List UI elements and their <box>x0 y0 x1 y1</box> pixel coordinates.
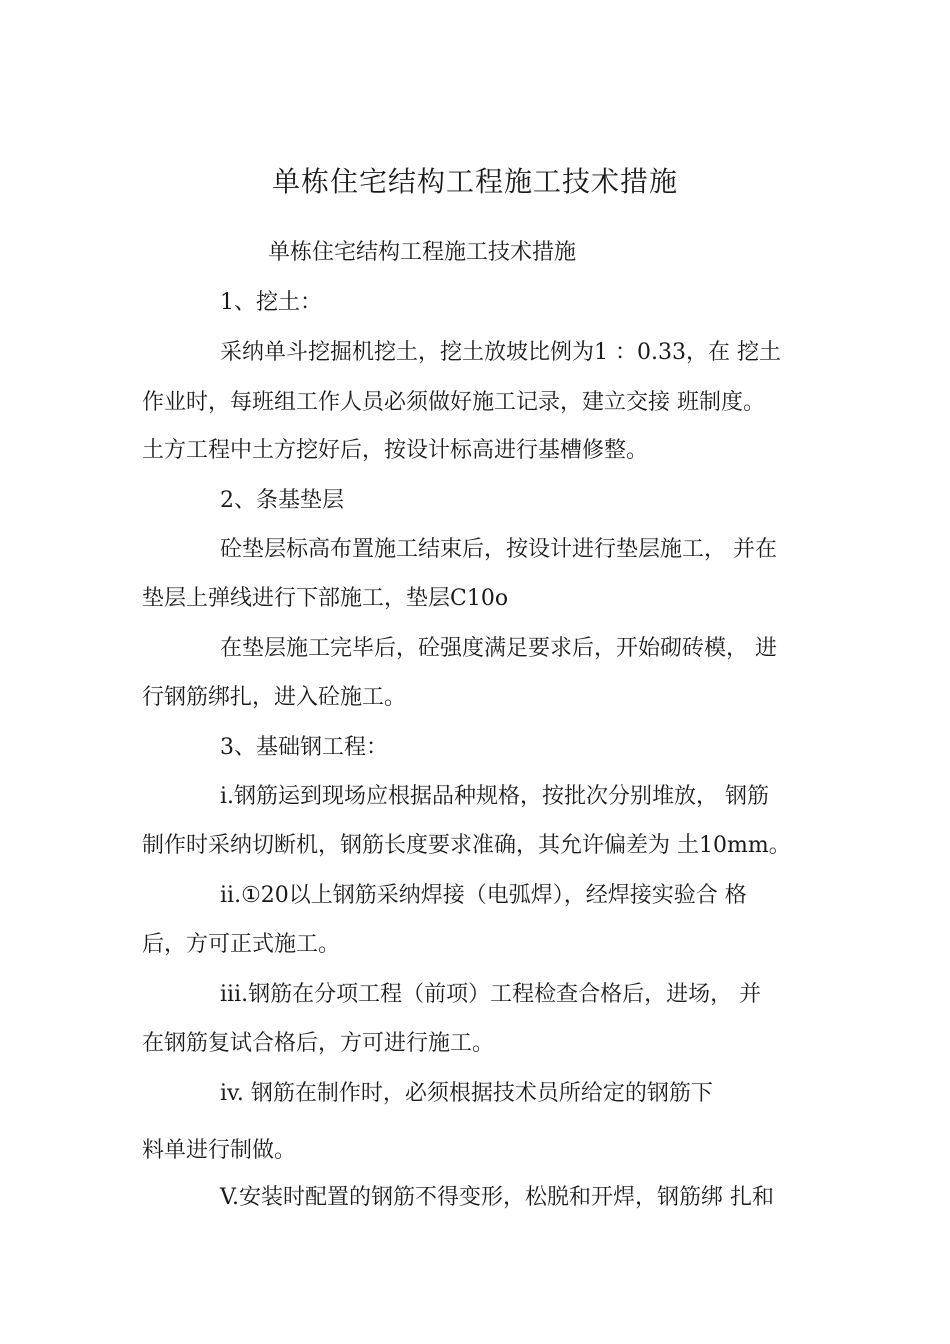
section-heading-excavation: 1、挖土： <box>220 290 322 315</box>
paragraph-line: 垫层上弹线进行下部施工，垫层C10o <box>142 586 509 611</box>
paragraph-line: 行钢筋绑扎，进入砼施工。 <box>142 685 407 710</box>
paragraph-line: 制作时采纳切断机，钢筋长度要求准确，其允许偏差为 土10mm。 <box>142 833 791 858</box>
paragraph-line: V.安装时配置的钢筋不得变形，松脱和开焊，钢筋绑 扎和 <box>220 1185 775 1210</box>
document-title: 单栋住宅结构工程施工技术措施 <box>271 165 678 198</box>
paragraph-line: 在钢筋复试合格后，方可进行施工。 <box>142 1031 495 1056</box>
section-heading-cushion: 2、条基垫层 <box>220 488 344 513</box>
paragraph-line: 料单进行制做。 <box>142 1138 297 1163</box>
paragraph-line: iii.钢筋在分项工程（前项）工程检查合格后，进场， 并 <box>220 982 762 1007</box>
paragraph-line: 采纳单斗挖掘机挖土，挖土放坡比例为1 ：0.33，在 挖土 <box>220 340 781 365</box>
section-heading-rebar: 3、基础钢工程： <box>220 735 388 760</box>
paragraph-line: 后，方可正式施工。 <box>142 932 341 957</box>
paragraph-line: 作业时，每班组工作人员必须做好施工记录，建立交接 班制度。 <box>142 390 765 415</box>
paragraph-line: iv. 钢筋在制作时，必须根据技术员所给定的钢筋下 <box>220 1081 713 1106</box>
paragraph-line: 砼垫层标高布置施工结束后，按设计进行垫层施工， 并在 <box>220 537 777 562</box>
paragraph-line: 在垫层施工完毕后，砼强度满足要求后，开始砌砖模， 进 <box>220 636 777 661</box>
paragraph-line: ii.①20以上钢筋采纳焊接（电弧焊），经焊接实验合 格 <box>220 883 747 908</box>
document-subtitle: 单栋住宅结构工程施工技术措施 <box>268 240 577 265</box>
paragraph-line: 土方工程中土方挖好后，按设计标高进行基槽修整。 <box>142 438 649 463</box>
paragraph-line: i.钢筋运到现场应根据品种规格，按批次分别堆放， 钢筋 <box>220 784 770 809</box>
